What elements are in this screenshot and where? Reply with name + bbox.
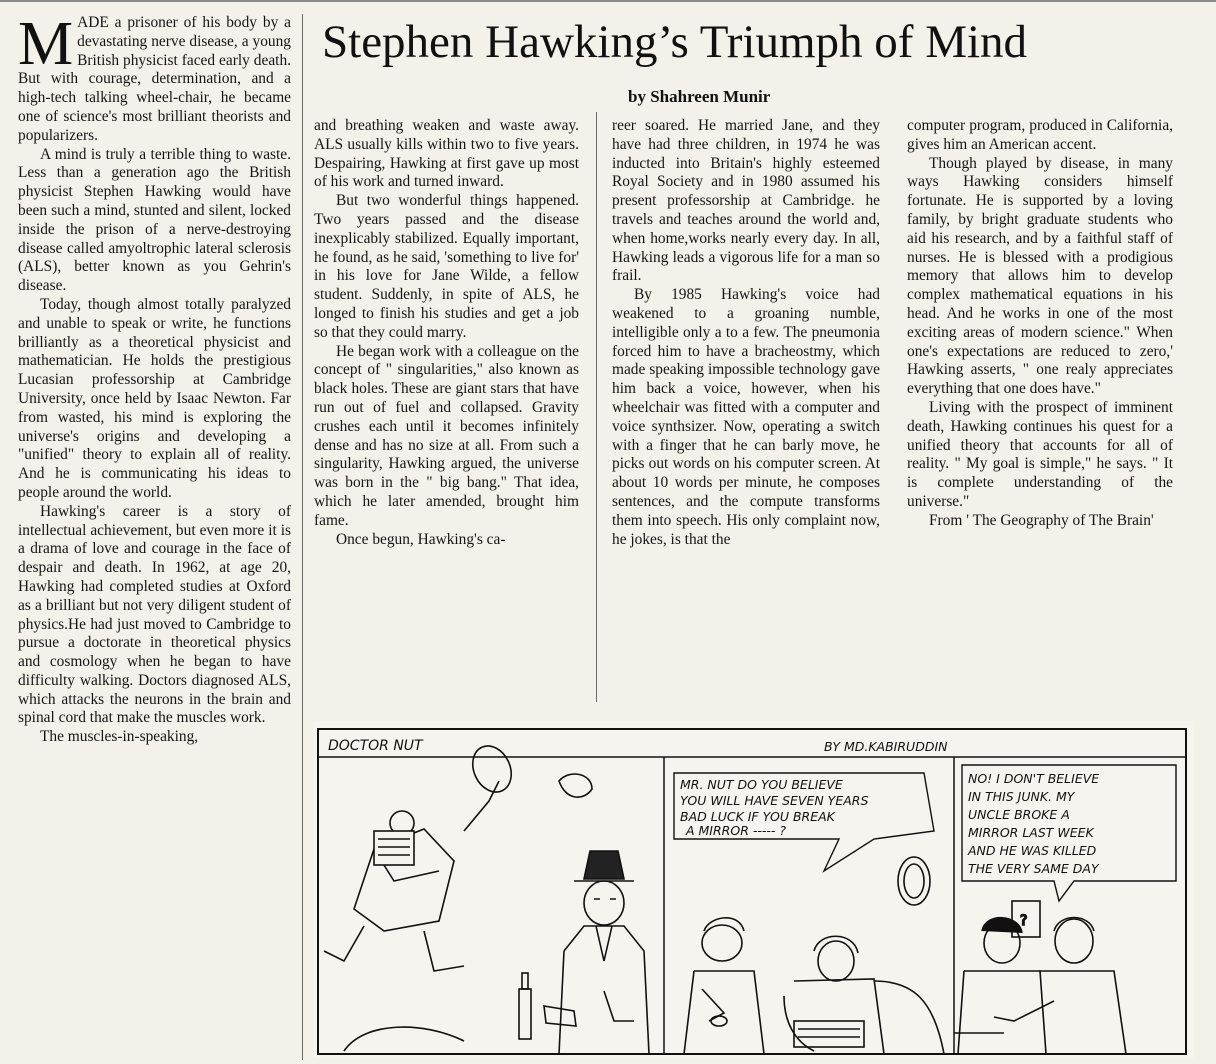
top-rule (0, 0, 1216, 2)
comic-credit: BY MD.KABIRUDDIN (824, 739, 948, 754)
comic-drawing (314, 721, 1194, 1058)
bubble2-line3: UNCLE BROKE A (968, 807, 1070, 822)
column-rule-2 (596, 112, 597, 702)
col3-para-2: By 1985 Hawking's voice had weakened to a groaning numble, intelligible only a to a few. The pneumonia forced him to have a bracheostmy, which made speaking impossible technology gave him back a voice, however, when his wheelchair was fitted with a computer and voice synthsizer. Now, operating a switch with a finger that he can barly move, he picks out words on his computer screen. At about 10 words per minute, he composes sentences, and the compute transforms them into speech. His only complaint now, he jokes, is that the (612, 286, 880, 548)
article-column-2 (314, 117, 579, 549)
col1-para-2: A mind is truly a terrible thing to waste. Less than a generation ago the British physicist Stephen Hawking would have been such a mind, stunted and silent, locked inside the prison of a nerve-destroying disease called amyoltrophic lateral sclerosis (ALS), better known as you Gehrin's disease. (18, 145, 291, 295)
article-column-4 (907, 117, 1173, 531)
col1-para-4: Hawking's career is a story of intellectual achievement, but even more it is a drama of love and courage in the face of despair and death. In 1962, at age 20, Hawking had completed studies at Oxford as a brilliant but not very diligent student of physics.He had just moved to Cambridge to pursue a doctorate in theoretical physics and cosmology when he began to have difficulty walking. Doctors diagnosed ALS, which attacks the neurons in the brain and spinal cord that make the muscles work. (18, 502, 291, 727)
bubble1-line3: BAD LUCK IF YOU BREAK (680, 809, 835, 824)
panel-3-speech-bubble (962, 765, 1176, 901)
lead-paragraph (18, 10, 291, 146)
bubble1-line4: A MIRROR ----- ? (686, 823, 787, 838)
bubble2-line1: NO! I DON'T BELIEVE (968, 771, 1100, 786)
col4-para-1: computer program, produced in California, gives him an American accent. (907, 117, 1173, 153)
article-column-1 (18, 10, 291, 747)
column-rule-1 (302, 14, 303, 1060)
col2-para-2: But two wonderful things happened. Two years passed and the disease inexplicably stabilized. Equally important, he found, as he said, 'something to live for' in his love for Jane Wilde, a fellow student. Suddenly, in spite of ALS, he longed to finish his studies and get a job so that they could marry. (314, 192, 579, 341)
lead-text: ADE a prisoner of his body by a devastating nerve disease, a young British physicist faced early death. But with courage, determination, and a high-tech talking wheel-chair, he became one of science's most brilliant theorists and popularizers. (18, 14, 291, 144)
col1-para-3: Today, though almost totally paralyzed and unable to speak or write, he functions brilliantly as a theoretical physicist and mathematician. He holds the prestigious Lucasian professorship at Cambridge University, once held by Isaac Newton. Far from wasted, his mind is exploring the universe's origins and developing a "unified" theory to explain all of reality. And he is communicating his ideas to people around the world. (18, 295, 291, 501)
bubble2-line5: AND HE WAS KILLED (968, 843, 1097, 858)
col2-para-3: He began work with a colleague on the concept of " singularities," also known as black holes. These are giant stars that have run out of fuel and collapsed. Gravity crushes each until it becomes infinitely dense and has no size at all. From such a singularity, Hawking argued, the universe was born in the " big bang." That idea, which he later amended, brought him fame. (314, 342, 579, 529)
col4-para-3: Living with the prospect of imminent death, Hawking continues his quest for a unified theory that accounts for all of reality. " My goal is simple," he says. " It is complete understanding of the universe." (907, 398, 1173, 510)
col4-para-4: From ' The Geography of The Brain' (929, 511, 1154, 529)
byline: by Shahreen Munir (628, 87, 771, 106)
col2-para-4: Once begun, Hawking's ca- (336, 530, 506, 548)
sign-question-mark: ? (1020, 913, 1028, 929)
bubble2-line2: IN THIS JUNK. MY (968, 789, 1075, 804)
col1-para-5: The muscles-in-speaking, (40, 728, 199, 746)
drop-cap: M (18, 10, 74, 78)
comic-strip (314, 721, 1194, 1058)
col3-para-1: reer soared. He married Jane, and they have had three children, in 1974 he was inducted into Britain's highly esteemed Royal Society and in 1980 assumed his present professorship at Cambridge. he travels and teaches around the world and, when home,works nearly every day. In all, Hawking leads a vigorous life for a man so frail. (612, 117, 880, 285)
bubble2-line6: THE VERY SAME DAY (968, 861, 1099, 876)
col2-para-1: and breathing weaken and waste away. ALS usually kills within two to five years. Despairing, Hawking at first gave up most of his work and turned inward. (314, 117, 579, 191)
bubble2-line4: MIRROR LAST WEEK (968, 825, 1094, 840)
article-column-3 (612, 117, 880, 549)
comic-title: DOCTOR NUT (328, 738, 423, 754)
headline: Stephen Hawking’s Triumph of Mind (322, 16, 1028, 68)
col4-para-2: Though played by disease, in many ways Hawking considers himself fortunate. He is supported by a loving family, by bright graduate students who aid his research, and by a faithful staff of nurses. He is blessed with a prodigious memory that allows him to develop complex mathematical equations in his head. And he works in one of the most exciting areas of modern science." When one's expectations are reduced to zero,' Hawking asserts, " one realy appreciates everything that one does have." (907, 154, 1173, 398)
bubble1-line1: MR. NUT DO YOU BELIEVE (680, 777, 843, 792)
bubble1-line2: YOU WILL HAVE SEVEN YEARS (680, 793, 869, 808)
